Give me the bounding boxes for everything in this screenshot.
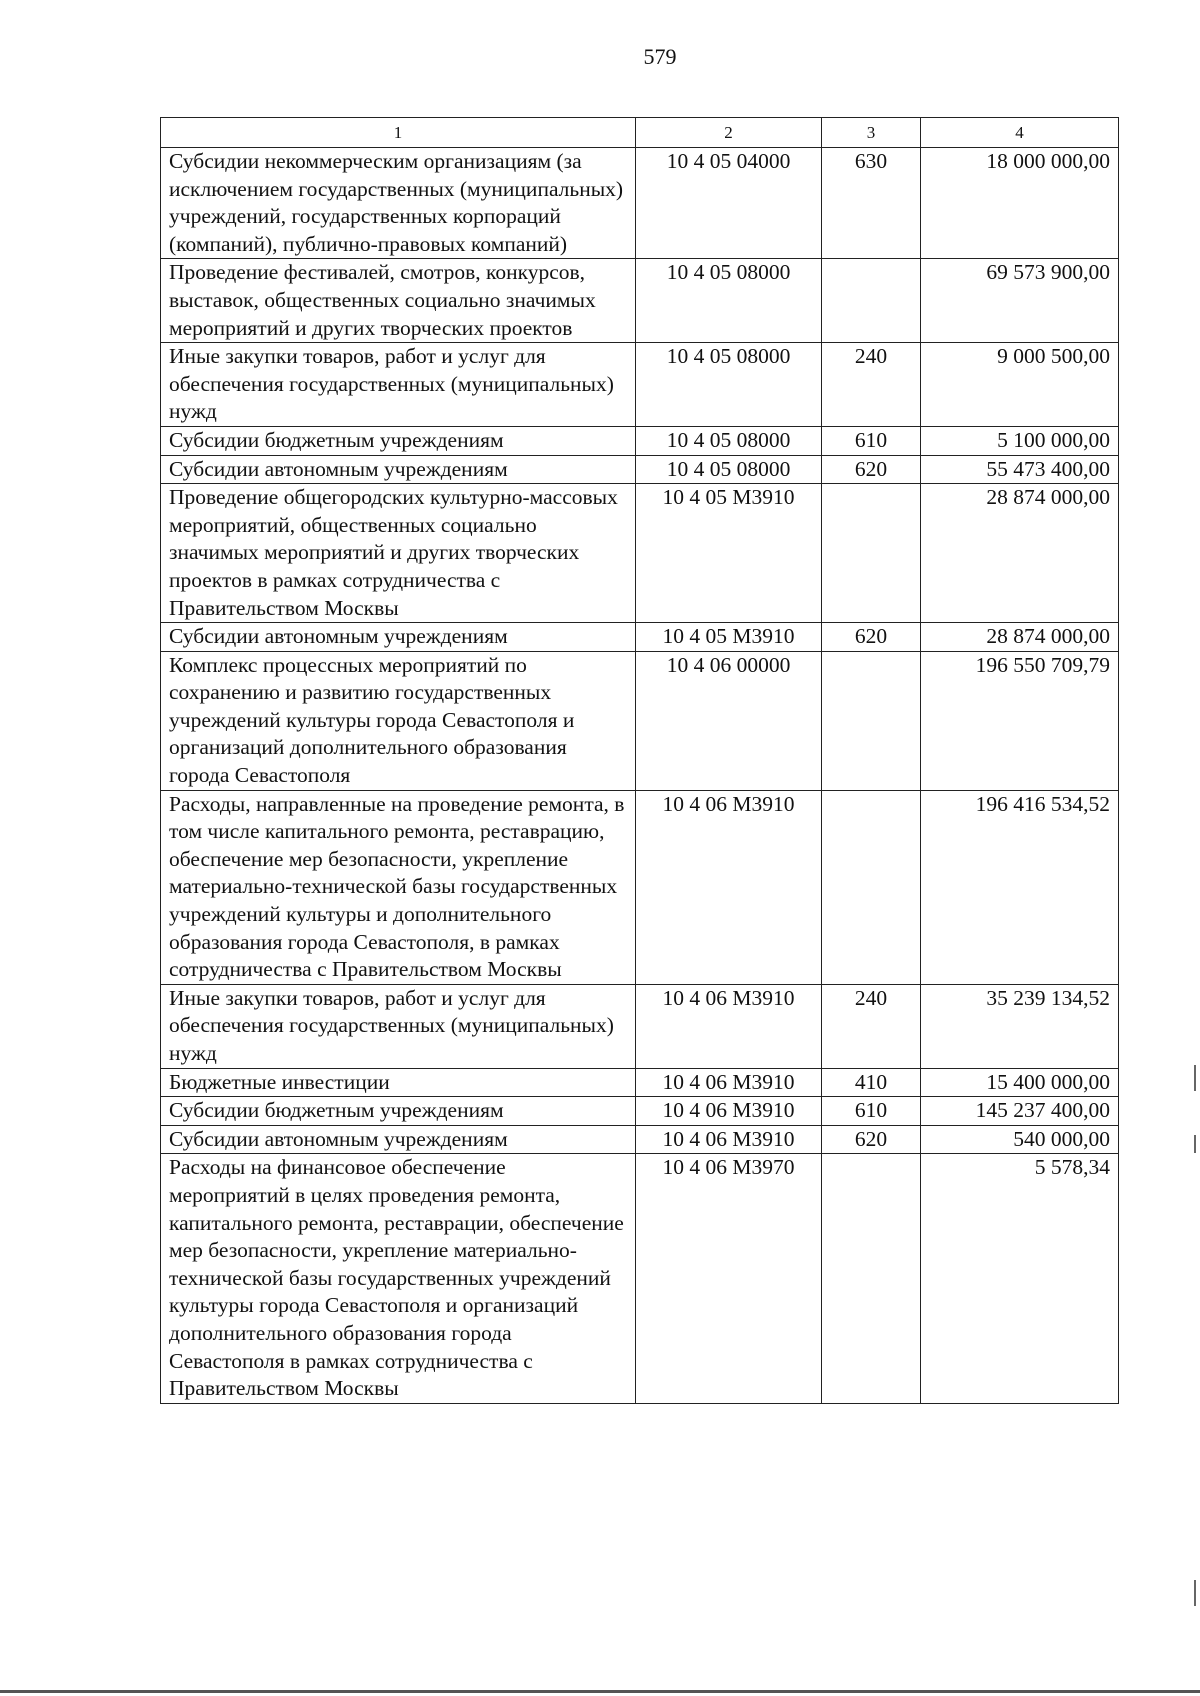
row-code: 10 4 06 М3910 xyxy=(636,1068,822,1097)
table-row xyxy=(161,484,1119,623)
row-name: Иные закупки товаров, работ и услуг для обеспечения государственных (муниципальных) нужд xyxy=(161,343,636,427)
row-type xyxy=(822,790,921,984)
column-header-name: 1 xyxy=(161,118,636,148)
scan-edge-mark xyxy=(1194,1065,1196,1091)
row-code: 10 4 05 08000 xyxy=(636,455,822,484)
row-name: Расходы, направленные на проведение ремонта, в том числе капитального ремонта, реставрацию, обеспечение мер безопасности, укрепление материально-технической базы государственных учреждений культуры и дополнительного образования города Севастополя, в рамках сотрудничества с Правительством Москвы xyxy=(161,790,636,984)
table-row xyxy=(161,1154,1119,1403)
table-row xyxy=(161,984,1119,1068)
table-row xyxy=(161,343,1119,427)
row-name: Субсидии некоммерческим организациям (за исключением государственных (муниципальных) учреждений, государственных корпораций (компаний), публично-правовых компаний) xyxy=(161,148,636,259)
row-type xyxy=(822,484,921,623)
row-code: 10 4 06 00000 xyxy=(636,651,822,790)
row-name: Субсидии автономным учреждениям xyxy=(161,623,636,652)
row-type: 610 xyxy=(822,1097,921,1126)
row-code: 10 4 05 08000 xyxy=(636,343,822,427)
row-type: 610 xyxy=(822,426,921,455)
row-name: Субсидии автономным учреждениям xyxy=(161,455,636,484)
scan-bottom-edge xyxy=(0,1690,1200,1693)
page-number: 579 xyxy=(643,44,677,69)
table-row xyxy=(161,651,1119,790)
row-code: 10 4 06 М3910 xyxy=(636,1125,822,1154)
row-code: 10 4 06 М3970 xyxy=(636,1154,822,1403)
row-name: Иные закупки товаров, работ и услуг для обеспечения государственных (муниципальных) нужд xyxy=(161,984,636,1068)
row-type: 240 xyxy=(822,343,921,427)
row-name: Расходы на финансовое обеспечение мероприятий в целях проведения ремонта, капитального ремонта, реставрации, обеспечение мер безопасности, укрепление материально-технической базы государственных учреждений культуры города Севастополя и организаций дополнительного образования города Севастополя в рамках сотрудничества с Правительством Москвы xyxy=(161,1154,636,1403)
row-name: Субсидии автономным учреждениям xyxy=(161,1125,636,1154)
table-row xyxy=(161,1125,1119,1154)
row-amount: 9 000 500,00 xyxy=(921,343,1119,427)
table-row xyxy=(161,1097,1119,1126)
table-row xyxy=(161,455,1119,484)
column-header-amount: 4 xyxy=(921,118,1119,148)
row-type xyxy=(822,651,921,790)
table-row xyxy=(161,1068,1119,1097)
row-code: 10 4 05 08000 xyxy=(636,426,822,455)
row-type: 630 xyxy=(822,148,921,259)
row-amount: 18 000 000,00 xyxy=(921,148,1119,259)
row-code: 10 4 06 М3910 xyxy=(636,1097,822,1126)
row-code: 10 4 05 08000 xyxy=(636,259,822,343)
row-code: 10 4 06 М3910 xyxy=(636,790,822,984)
row-amount: 55 473 400,00 xyxy=(921,455,1119,484)
row-type: 620 xyxy=(822,623,921,652)
row-name: Проведение фестивалей, смотров, конкурсов, выставок, общественных социально значимых мероприятий и других творческих проектов xyxy=(161,259,636,343)
row-type xyxy=(822,259,921,343)
budget-table xyxy=(160,117,1119,1404)
row-type: 620 xyxy=(822,1125,921,1154)
row-type: 410 xyxy=(822,1068,921,1097)
row-name: Комплекс процессных мероприятий по сохранению и развитию государственных учреждений культуры города Севастополя и организаций дополнительного образования города Севастополя xyxy=(161,651,636,790)
row-code: 10 4 05 М3910 xyxy=(636,484,822,623)
row-type: 620 xyxy=(822,455,921,484)
table-header-row xyxy=(161,118,1119,148)
row-amount: 35 239 134,52 xyxy=(921,984,1119,1068)
row-code: 10 4 05 04000 xyxy=(636,148,822,259)
table-row xyxy=(161,790,1119,984)
column-header-code: 2 xyxy=(636,118,822,148)
row-code: 10 4 05 М3910 xyxy=(636,623,822,652)
row-amount: 5 578,34 xyxy=(921,1154,1119,1403)
row-name: Проведение общегородских культурно-массовых мероприятий, общественных социально значимых мероприятий и других творческих проектов в рамках сотрудничества с Правительством Москвы xyxy=(161,484,636,623)
row-amount: 196 550 709,79 xyxy=(921,651,1119,790)
table-row xyxy=(161,148,1119,259)
column-header-type: 3 xyxy=(822,118,921,148)
row-amount: 540 000,00 xyxy=(921,1125,1119,1154)
row-type: 240 xyxy=(822,984,921,1068)
row-name: Субсидии бюджетным учреждениям xyxy=(161,1097,636,1126)
row-name: Бюджетные инвестиции xyxy=(161,1068,636,1097)
row-amount: 145 237 400,00 xyxy=(921,1097,1119,1126)
scan-edge-mark xyxy=(1194,1135,1196,1153)
row-amount: 15 400 000,00 xyxy=(921,1068,1119,1097)
table-row xyxy=(161,426,1119,455)
scan-edge-mark xyxy=(1194,1580,1196,1606)
row-amount: 5 100 000,00 xyxy=(921,426,1119,455)
table-row xyxy=(161,259,1119,343)
row-amount: 196 416 534,52 xyxy=(921,790,1119,984)
row-amount: 28 874 000,00 xyxy=(921,484,1119,623)
row-name: Субсидии бюджетным учреждениям xyxy=(161,426,636,455)
row-amount: 28 874 000,00 xyxy=(921,623,1119,652)
row-code: 10 4 06 М3910 xyxy=(636,984,822,1068)
row-type xyxy=(822,1154,921,1403)
row-amount: 69 573 900,00 xyxy=(921,259,1119,343)
table-row xyxy=(161,623,1119,652)
